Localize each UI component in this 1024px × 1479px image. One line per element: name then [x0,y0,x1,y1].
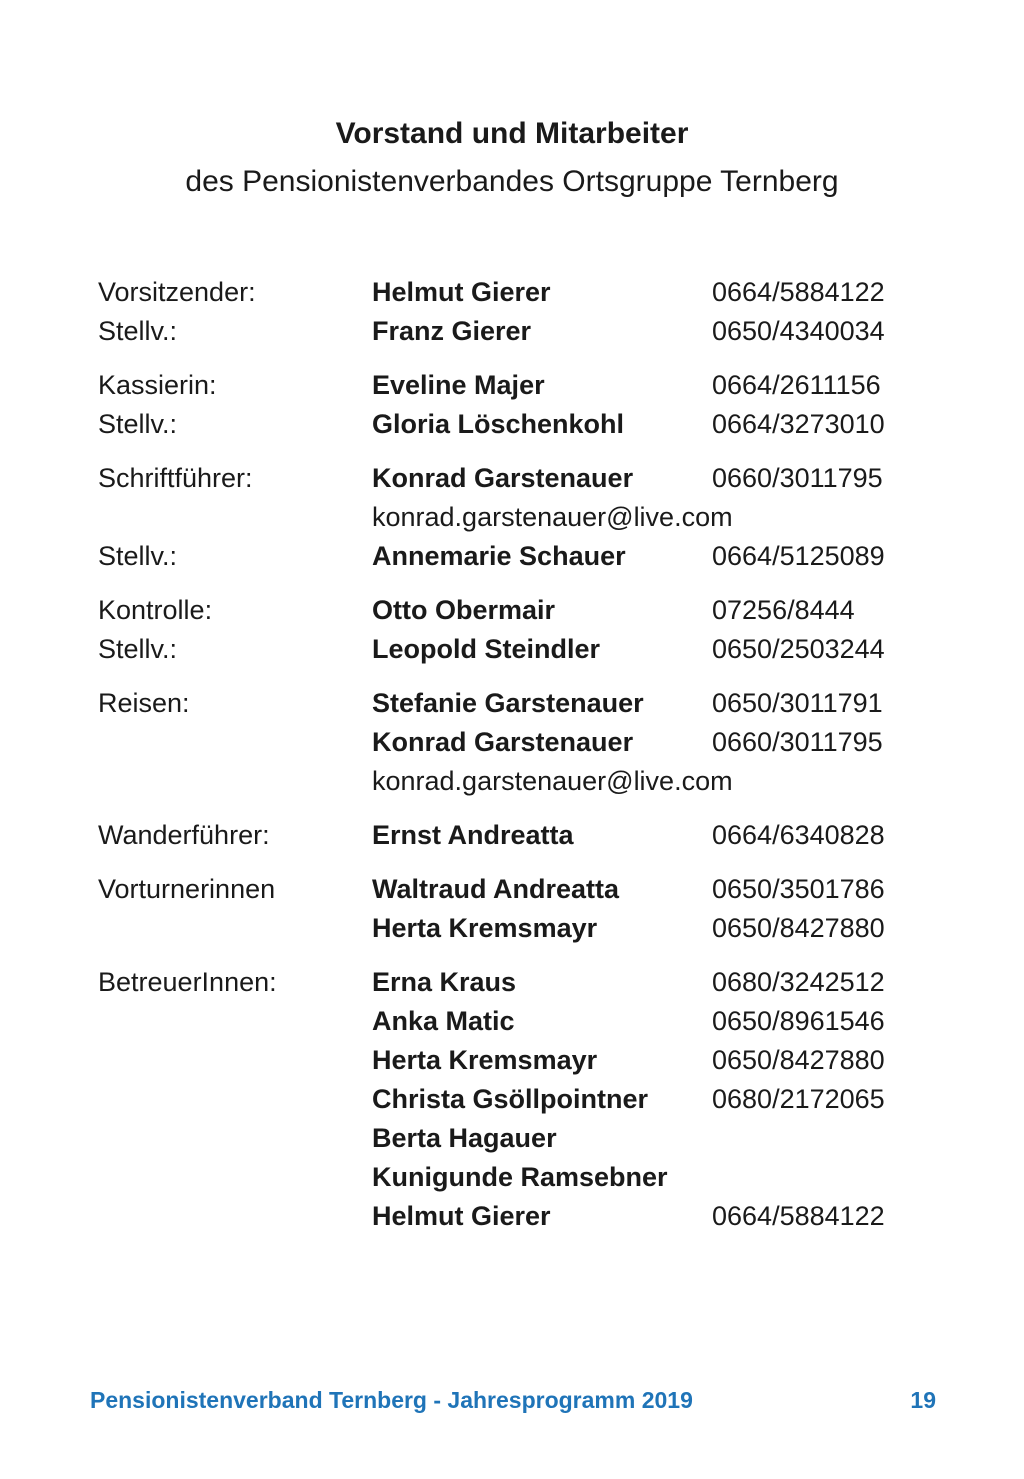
phone-number: 0650/3501786 [712,874,885,904]
role-label: Vorsitzender: [98,277,256,307]
phone-number: 0664/6340828 [712,820,885,850]
phone-number: 0660/3011795 [712,463,883,493]
member-name: Annemarie Schauer [372,541,626,571]
member-name: Herta Kremsmayr [372,913,598,943]
roster-row [98,366,958,405]
phone-number: 0664/5125089 [712,541,885,571]
phone-number: 0650/8427880 [712,1045,885,1075]
phone-number: 0650/8427880 [712,913,885,943]
footer-title: Pensionistenverband Ternberg - Jahresprogramm 2019 [90,1387,693,1413]
roster-row [98,1158,958,1197]
member-name: Helmut Gierer [372,277,551,307]
phone-number: 0680/3242512 [712,967,885,997]
role-label: Kontrolle: [98,595,213,625]
role-label: Stellv.: [98,634,178,664]
phone-number: 0680/2172065 [712,1084,885,1114]
roster-group [98,684,958,801]
roster-row [98,630,958,669]
roster-row [98,870,958,909]
role-label: BetreuerInnen: [98,967,277,997]
member-name: Christa Gsöllpointner [372,1084,649,1114]
roster-group [98,963,958,1236]
member-name: Erna Kraus [372,967,517,997]
roster-row [98,498,958,537]
member-name: Franz Gierer [372,316,532,346]
member-name: Leopold Steindler [372,634,601,664]
member-name: Stefanie Garstenauer [372,688,644,718]
member-name: Herta Kremsmayr [372,1045,598,1075]
member-name: Ernst Andreatta [372,820,574,850]
roster-group [98,816,958,855]
member-name: Gloria Löschenkohl [372,409,625,439]
roster-row [98,684,958,723]
member-name: Konrad Garstenauer [372,727,634,757]
phone-number: 0664/3273010 [712,409,885,439]
roster-row [98,909,958,948]
role-label: Stellv.: [98,409,178,439]
member-name: Anka Matic [372,1006,515,1036]
email-address: konrad.garstenauer@live.com [372,502,733,532]
roster-group [98,273,958,351]
role-label: Reisen: [98,688,190,718]
member-name: Berta Hagauer [372,1123,557,1153]
email-address: konrad.garstenauer@live.com [372,766,733,796]
phone-number: 0650/4340034 [712,316,885,346]
member-name: Otto Obermair [372,595,556,625]
roster-group [98,591,958,669]
role-label: Stellv.: [98,541,178,571]
roster-row [98,312,958,351]
roster-row [98,537,958,576]
role-label: Kassierin: [98,370,217,400]
phone-number: 0650/2503244 [712,634,885,664]
phone-number: 07256/8444 [712,595,855,625]
role-label: Wanderführer: [98,820,270,850]
role-label: Stellv.: [98,316,178,346]
member-name: Konrad Garstenauer [372,463,634,493]
phone-number: 0664/5884122 [712,1201,885,1231]
phone-number: 0664/2611156 [712,370,881,400]
roster-group [98,870,958,948]
role-label: Vorturnerinnen [98,874,276,904]
roster-row [98,1080,958,1119]
roster-row [98,1002,958,1041]
page-number: 19 [910,1387,936,1413]
phone-number: 0664/5884122 [712,277,885,307]
roster-row [98,405,958,444]
member-name: Waltraud Andreatta [372,874,620,904]
roster-row [98,273,958,312]
phone-number: 0650/3011791 [712,688,883,718]
member-name: Eveline Majer [372,370,545,400]
roster-row [98,591,958,630]
page-subtitle: des Pensionistenverbandes Ortsgruppe Ternberg [185,165,839,198]
roster-row [98,816,958,855]
page-title: Vorstand und Mitarbeiter [335,117,689,150]
roster-group [98,366,958,444]
phone-number: 0650/8961546 [712,1006,885,1036]
roster-row [98,1041,958,1080]
roster-row [98,963,958,1002]
roster-row [98,1197,958,1236]
member-name: Helmut Gierer [372,1201,551,1231]
phone-number: 0660/3011795 [712,727,883,757]
page-footer [90,1382,936,1418]
roster-row [98,459,958,498]
roster-row [98,762,958,801]
roster-group [98,459,958,576]
roster-row [98,723,958,762]
board-roster [98,273,958,1251]
role-label: Schriftführer: [98,463,253,493]
member-name: Kunigunde Ramsebner [372,1162,668,1192]
roster-row [98,1119,958,1158]
